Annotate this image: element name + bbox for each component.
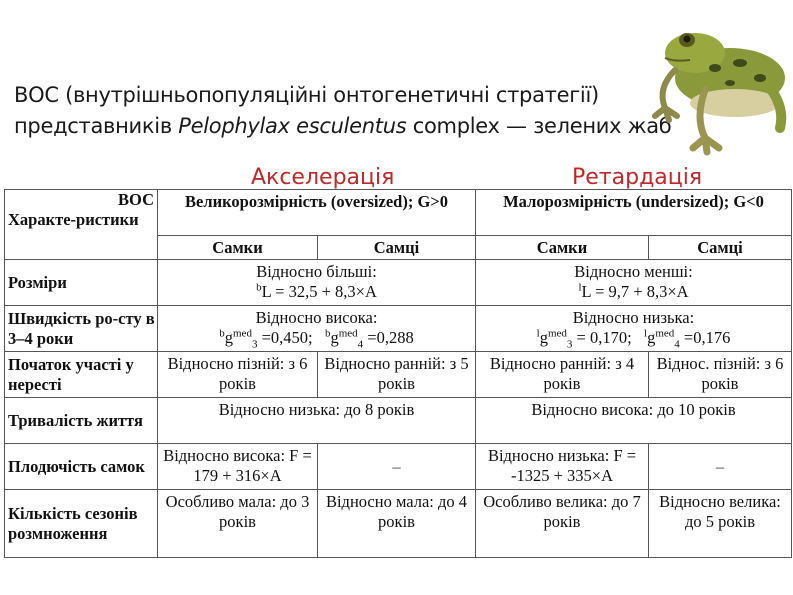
- over-males-header: Самці: [318, 236, 476, 260]
- under-females-header: Самки: [476, 236, 649, 260]
- growth-g-3: g: [224, 328, 233, 347]
- size-over-text: Відносно більші:: [256, 262, 377, 281]
- size-under-formula: L = 9,7 + 8,3×A: [581, 282, 689, 301]
- lifespan-under: Відносно висока: до 10 років: [476, 398, 792, 444]
- seasons-under-f: Особливо велика: до 7 років: [476, 490, 649, 558]
- title-prefix: представників: [14, 114, 179, 138]
- table-header-row: [5, 190, 792, 236]
- growth-over-val4: =0,288: [367, 328, 414, 347]
- growth-under: [476, 306, 792, 352]
- growth-under-sup-3: l: [536, 327, 540, 340]
- row-label-fecundity: Плодючість самок: [5, 444, 158, 490]
- corner-top: ВОС: [118, 190, 154, 209]
- acceleration-label: Акселерація: [251, 165, 395, 190]
- growth-over-val3: =0,450;: [261, 328, 313, 347]
- fecundity-over-m: –: [318, 444, 476, 490]
- table-row: [5, 352, 792, 398]
- row-label-spawning: Початок участі у нересті: [5, 352, 158, 398]
- lifespan-over: Відносно низька: до 8 років: [158, 398, 476, 444]
- growth-under-text: Відносно низька:: [572, 308, 695, 327]
- growth-over-values: [160, 327, 473, 351]
- growth-umed-4: med: [655, 327, 675, 340]
- spawning-under-f: Відносно ранній: з 4 років: [476, 352, 649, 398]
- seasons-over-f: Особливо мала: до 3 років: [158, 490, 318, 558]
- size-under-formula-line: [478, 282, 789, 302]
- growth-under-sup-4: l: [644, 327, 648, 340]
- growth-umed-3: med: [547, 327, 567, 340]
- table-row: [5, 306, 792, 352]
- growth-under-val3: = 0,170;: [576, 328, 632, 347]
- growth-under-values: [478, 327, 789, 351]
- size-under-text: Відносно менші:: [574, 262, 693, 281]
- under-males-header: Самці: [649, 236, 792, 260]
- title-suffix: complex — зелених жаб: [406, 114, 672, 138]
- title-line-1: ВОС (внутрішньопопуляційні онтогенетичні стратегії): [14, 83, 599, 107]
- seasons-under-m: Відносно велика: до 5 років: [649, 490, 792, 558]
- growth-usub-3: 3: [566, 338, 573, 351]
- spawning-over-f: Відносно пізній: з 6 років: [158, 352, 318, 398]
- spawning-over-m: Відносно ранній: з 5 років: [318, 352, 476, 398]
- size-over-formula: L = 32,5 + 8,3×A: [261, 282, 377, 301]
- frog-icon: [635, 8, 793, 158]
- oversized-header: Великорозмірність (oversized); G>0: [158, 190, 476, 236]
- table-row: [5, 444, 792, 490]
- growth-under-val4: =0,176: [683, 328, 731, 347]
- undersized-header: Малорозмірність (undersized); G<0: [476, 190, 792, 236]
- table-row: [5, 490, 792, 558]
- slide-title: [14, 80, 674, 142]
- growth-g-4: g: [330, 328, 339, 347]
- corner-bottom: Характе-ристики: [8, 210, 139, 229]
- growth-ug-3: g: [539, 328, 548, 347]
- strategy-table: [4, 189, 792, 558]
- size-over: [158, 260, 476, 306]
- corner-cell: [5, 190, 158, 260]
- over-females-header: Самки: [158, 236, 318, 260]
- size-under: [476, 260, 792, 306]
- size-over-sup: b: [256, 281, 262, 294]
- size-over-formula-line: [160, 282, 473, 302]
- row-label-size: Розміри: [5, 260, 158, 306]
- row-label-lifespan: Тривалість життя: [5, 398, 158, 444]
- growth-sub-4: 4: [357, 338, 364, 351]
- fecundity-under-m: –: [649, 444, 792, 490]
- growth-med-4: med: [338, 327, 358, 340]
- species-name: Pelophylax esculentus: [178, 114, 407, 138]
- retardation-label: Ретардація: [572, 165, 703, 190]
- growth-ug-4: g: [647, 328, 656, 347]
- title-line-2: [14, 111, 674, 142]
- row-label-growth: Швидкість ро-сту в 3–4 роки: [5, 306, 158, 352]
- size-under-sup: l: [578, 281, 582, 294]
- fecundity-under-f: Відносно низька: F = -1325 + 335×A: [476, 444, 649, 490]
- growth-sub-3: 3: [251, 338, 258, 351]
- growth-med-3: med: [233, 327, 252, 340]
- table-row: [5, 398, 792, 444]
- fecundity-over-f: Відносно висока: F = 179 + 316×A: [158, 444, 318, 490]
- growth-over-text: Відносно висока:: [255, 308, 378, 327]
- growth-usub-4: 4: [674, 338, 680, 351]
- seasons-over-m: Відносно мала: до 4 років: [318, 490, 476, 558]
- row-label-seasons: Кількість сезонів розмноження: [5, 490, 158, 558]
- growth-over-sup-4: b: [324, 327, 331, 340]
- spawning-under-m: Віднос. пізній: з 6 років: [649, 352, 792, 398]
- table-row: [5, 260, 792, 306]
- growth-over: [158, 306, 476, 352]
- growth-over-sup-3: b: [219, 327, 225, 340]
